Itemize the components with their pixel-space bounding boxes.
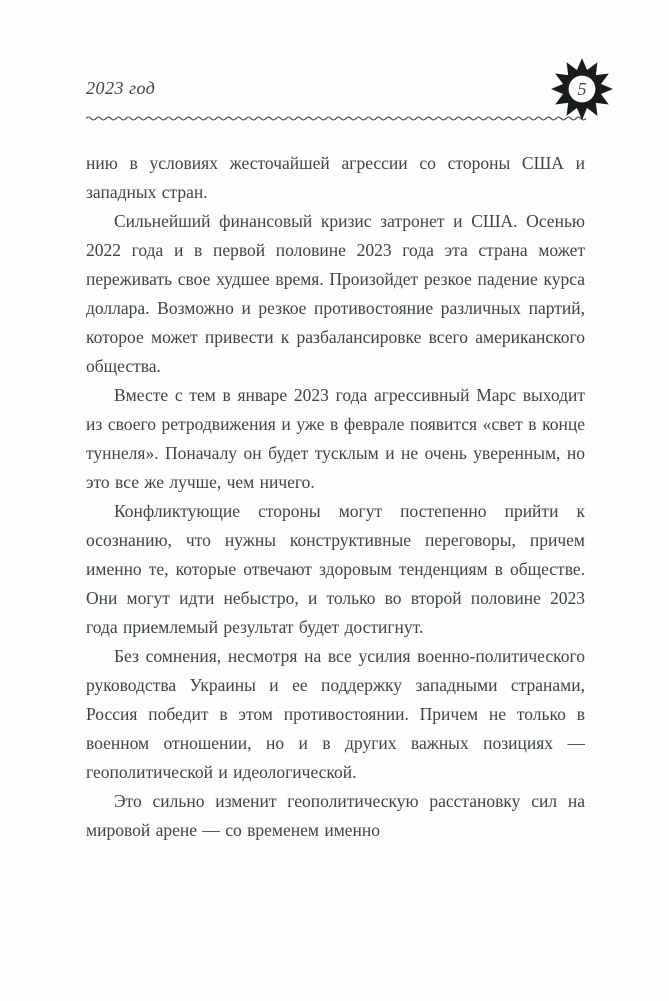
paragraph: Сильнейший финансовый кризис затронет и США. Осенью 2022 года и в первой половине 2023 года эта страна может переживать свое худшее время. Произойдет резкое падение курса доллара. Возможно и резкое противостояние различных партий, которое может привести к разбалансировке всего американского общества. — [86, 211, 585, 376]
page-number: 5 — [577, 78, 587, 99]
page-header — [86, 78, 585, 112]
sun-ornament — [549, 56, 615, 122]
paragraph: нию в условиях жесточайшей агрессии со стороны США и западных стран. — [86, 153, 585, 202]
sun-icon — [549, 56, 615, 122]
paragraph: Без сомнения, несмотря на все усилия военно-политического руководства Украины и ее поддержку западными странами, Россия победит в этом противостоянии. Причем не только в военном отношении, но и в других важных позициях — геополитической и идеологической. — [86, 646, 585, 782]
paragraph: Конфликтующие стороны могут постепенно прийти к осознанию, что нужны конструктивные переговоры, причем именно те, которые отвечают здоровым тенденциям в обществе. Они могут идти небыстро, и только во второй половине 2023 года приемлемый результат будет достигнут. — [86, 501, 585, 637]
paragraph: Это сильно изменит геополитическую расстановку сил на мировой арене — со временем именно — [86, 791, 585, 840]
paragraph: Вместе с тем в январе 2023 года агрессивный Марс выходит из своего ретродвижения и уже в феврале появится «свет в конце туннеля». Поначалу он будет тусклым и не очень уверенным, но это все же лучше, чем ничего. — [86, 385, 585, 492]
running-title: 2023 год — [86, 78, 156, 98]
page-body — [86, 149, 585, 845]
wavy-separator — [86, 114, 587, 123]
